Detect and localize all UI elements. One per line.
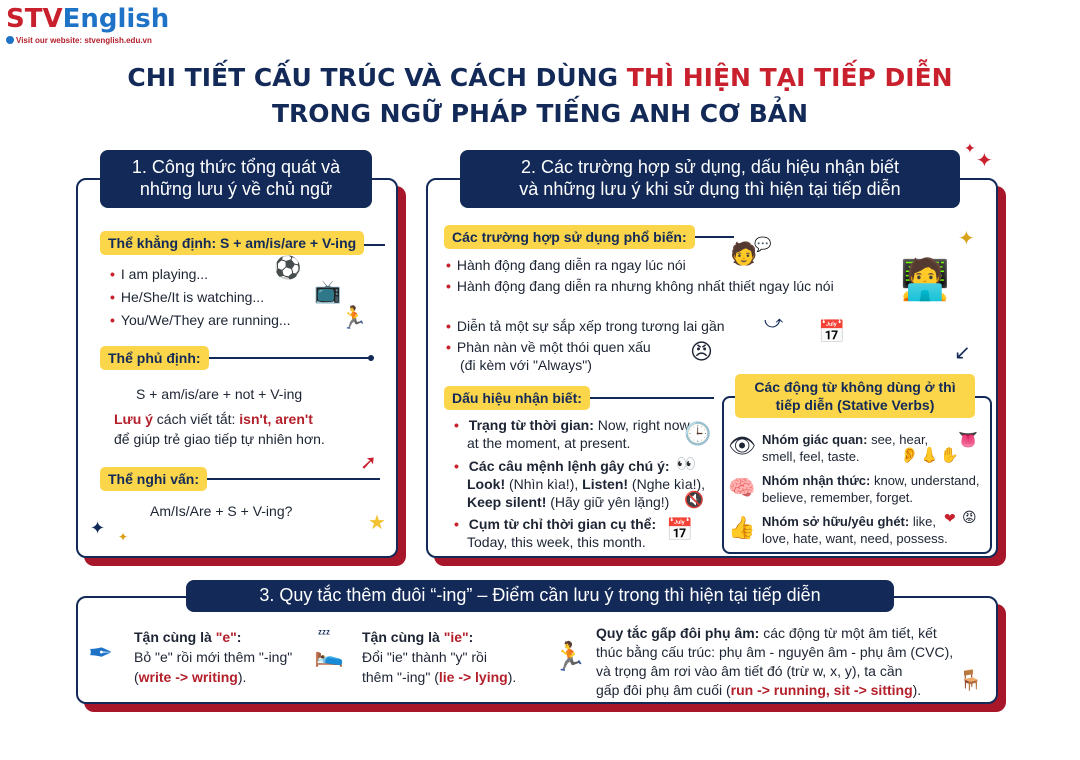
stative-label-line1: Các động từ không dùng ở thì <box>754 379 956 395</box>
section1-heading-line2: những lưu ý về chủ ngữ <box>139 179 333 199</box>
curved-arrow-icon: ⤻ <box>764 312 784 332</box>
affirmative-example-3: • You/We/They are running... <box>110 311 291 330</box>
stative-label-line2: tiếp diễn (Stative Verbs) <box>775 397 935 413</box>
logo-stv: STV <box>6 4 63 34</box>
section3-heading: 3. Quy tắc thêm đuôi “-ing” – Điểm cần lưu ý trong thì hiện tại tiếp diễn <box>186 580 894 612</box>
rule-double-line4-a: gấp đôi phụ âm cuối ( <box>596 682 731 698</box>
sparkle-small-icon: ✦ <box>118 530 129 544</box>
stative-possession-label: Nhóm sở hữu/yêu ghét: <box>762 514 910 529</box>
title-highlight: THÌ HIỆN TẠI TIẾP DIỄN <box>626 63 953 92</box>
signal-time-phrases-values: Today, this week, this month. <box>467 534 646 550</box>
imp-keep-vi: (Hãy giữ yên lặng!) <box>546 494 670 510</box>
use-item-4: • Phàn nàn về một thói quen xấu <box>446 338 651 357</box>
rule-ie-title-c: : <box>468 629 474 645</box>
calendar-icon: 📅 <box>666 517 694 542</box>
stative-senses-2: smell, feel, taste. <box>762 449 860 464</box>
affirmative-example-2: • He/She/It is watching... <box>110 288 264 307</box>
use-item-1: • Hành động đang diễn ra ngay lúc nói <box>446 256 686 275</box>
star-icon: ★ <box>368 512 386 534</box>
logo-english: English <box>62 4 170 34</box>
contraction-text: isn't, aren't <box>239 411 313 427</box>
pen-icon: ✒ <box>88 637 114 670</box>
angry-face-icon: 😡 <box>962 509 977 525</box>
tv-icon: 📺 <box>314 279 342 304</box>
heart-icon: ❤ <box>944 510 956 526</box>
eyes-icon: 👀 <box>676 456 696 473</box>
section1-heading-line1: 1. Công thức tổng quát và <box>131 157 341 177</box>
imp-look-vi: (Nhìn kìa!), <box>505 476 583 492</box>
ear-icon: 👂 <box>900 447 919 464</box>
imp-listen-vi: (Nghe kìa!), <box>628 476 706 492</box>
section2-heading-line2: và những lưu ý khi sử dụng thì hiện tại tiếp diễn <box>519 179 901 199</box>
logo-website: Visit our website: stvenglish.edu.vn <box>16 36 152 45</box>
nose-icon: 👃 <box>920 447 939 464</box>
signal-time-adverbs-1: Now, right now, <box>593 417 693 433</box>
rule-e-title-a: Tận cùng là <box>134 629 216 645</box>
sparkle-icon: ✦ <box>964 140 976 156</box>
rule-double-line4-c: ). <box>912 682 922 698</box>
rule-e-title-c: : <box>236 629 242 645</box>
sparkle-icon: ✦ <box>976 150 993 172</box>
imp-keep: Keep silent! <box>467 494 547 510</box>
person-speaking-icon: 🧑 <box>730 241 758 266</box>
stative-cognition-2: believe, remember, forget. <box>762 490 914 505</box>
signal-time-phrases <box>454 515 656 534</box>
stative-possession-1: like, <box>909 514 936 529</box>
calendar-icon: 📅 <box>818 319 846 344</box>
thumbs-up-icon: 👍 <box>728 515 756 540</box>
rule-e-line2 <box>134 668 246 687</box>
imp-listen: Listen! <box>582 476 629 492</box>
use-item-3: • Diễn tả một sự sắp xếp trong tương lai gần <box>446 317 725 336</box>
rule-double-line4 <box>596 681 921 700</box>
rule-ie-line1: Đổi "ie" thành "y" rồi <box>362 649 487 665</box>
rule-ie-title <box>362 628 473 647</box>
signal-imperatives <box>454 457 670 476</box>
signal-time-adverbs-2: at the moment, at present. <box>467 435 631 451</box>
question-label: Thể nghi vấn: <box>100 467 207 491</box>
negative-formula: S + am/is/are + not + V-ing <box>136 386 303 402</box>
note-label: Lưu ý <box>114 411 153 427</box>
rule-double-title: Quy tắc gấp đôi phụ âm: <box>596 625 760 641</box>
divider-dot <box>368 355 374 361</box>
negative-note-line2: để giúp trẻ giao tiếp tự nhiên hơn. <box>114 431 325 447</box>
always-note: (đi kèm với "Always") <box>460 357 592 373</box>
arrow-icon: ↙ <box>954 342 971 364</box>
negative-label: Thể phủ định: <box>100 346 209 370</box>
rule-e-title-b: "e" <box>215 629 237 645</box>
cursor-icon: ➚ <box>360 452 377 474</box>
signal-time-phrases-label: Cụm từ chỉ thời gian cụ thể: <box>468 516 657 532</box>
rule-e-line2-a: ( <box>134 669 139 685</box>
running-icon: 🏃 <box>552 641 587 672</box>
use-item-2: • Hành động đang diễn ra nhưng không nhất thiết ngay lúc nói <box>446 277 834 296</box>
globe-icon <box>6 36 14 44</box>
rule-e-line2-c: ). <box>237 669 247 685</box>
rule-double-example: run -> running, sit -> sitting <box>730 682 913 698</box>
stative-senses-label: Nhóm giác quan: <box>762 432 868 447</box>
rule-ie-title-b: "ie" <box>443 629 469 645</box>
rule-ie-line2 <box>362 668 516 687</box>
kid-playing-icon: ⚽ <box>274 255 302 280</box>
signal-time-adverbs <box>454 416 693 435</box>
signal-imperatives-line3 <box>467 493 669 512</box>
imp-look: Look! <box>467 476 506 492</box>
section2-heading <box>460 150 960 208</box>
student-writing-icon: 🧑‍💻 <box>900 258 950 302</box>
stative-cognition-label: Nhóm nhận thức: <box>762 473 871 488</box>
stative-senses-1: see, hear, <box>867 432 929 447</box>
running-icon: 🏃 <box>340 305 368 330</box>
eye-icon: 👁 <box>728 433 756 458</box>
rule-ie-line2-a: thêm "-ing" ( <box>362 669 439 685</box>
rule-ie-line2-c: ). <box>507 669 517 685</box>
negative-note <box>114 410 313 429</box>
affirmative-label: Thể khẳng định: S + am/is/are + V-ing <box>100 231 364 255</box>
title-part-a: CHI TIẾT CẤU TRÚC VÀ CÁCH DÙNG <box>127 63 627 92</box>
logo <box>6 4 169 45</box>
page-title-line2: TRONG NGỮ PHÁP TIẾNG ANH CƠ BẢN <box>271 99 809 128</box>
clock-icon: 🕒 <box>684 421 712 446</box>
stative-label <box>735 374 975 418</box>
annoyed-face-icon: 😠 <box>690 339 713 364</box>
zzz-icon: ᶻᶻᶻ <box>318 628 330 640</box>
rule-e-line1: Bỏ "e" rồi mới thêm "-ing" <box>134 649 293 665</box>
rule-double-line2: thúc bằng cấu trúc: phụ âm - nguyên âm - phụ âm (CVC), <box>596 644 954 660</box>
rule-ie-example: lie -> lying <box>438 669 508 685</box>
sparkle-icon: ✦ <box>958 228 975 250</box>
speech-bubble-icon: 💬 <box>754 236 772 252</box>
rule-ie-title-a: Tận cùng là <box>362 629 444 645</box>
question-formula: Am/Is/Are + S + V-ing? <box>150 503 293 519</box>
rule-double-line1 <box>596 624 937 643</box>
rule-double-line1-text: các động từ một âm tiết, kết <box>759 625 937 641</box>
sitting-person-icon: 🪑 <box>958 670 983 692</box>
muted-speaker-icon: 🔇 <box>684 492 704 509</box>
brain-icon: 🧠 <box>728 475 756 500</box>
signals-label: Dấu hiệu nhận biết: <box>444 386 590 410</box>
uses-label: Các trường hợp sử dụng phổ biến: <box>444 225 695 249</box>
section1-heading <box>100 150 372 208</box>
page-title-line1 <box>0 60 1080 96</box>
rule-double-line3: và trọng âm rơi vào âm tiết đó (trừ w, x, y), ta cần <box>596 663 903 679</box>
rule-e-example: write -> writing <box>138 669 238 685</box>
section2-heading-line1: 2. Các trường hợp sử dụng, dấu hiệu nhận biết <box>521 157 899 177</box>
note-text: cách viết tắt: <box>152 411 240 427</box>
sleeping-person-icon: 🛌 <box>314 641 344 668</box>
affirmative-example-1: • I am playing... <box>110 265 208 284</box>
tongue-icon: 👅 <box>958 432 978 449</box>
signal-time-adverbs-label: Trạng từ thời gian: <box>468 417 594 433</box>
signal-imperatives-line2 <box>467 475 705 494</box>
hand-icon: ✋ <box>940 447 959 464</box>
signal-imperatives-label: Các câu mệnh lệnh gây chú ý: <box>468 458 670 474</box>
stative-possession-2: love, hate, want, need, possess. <box>762 531 948 546</box>
stative-cognition-1: know, understand, <box>870 473 980 488</box>
rule-e-title <box>134 628 241 647</box>
sparkle-icon: ✦ <box>90 518 106 538</box>
